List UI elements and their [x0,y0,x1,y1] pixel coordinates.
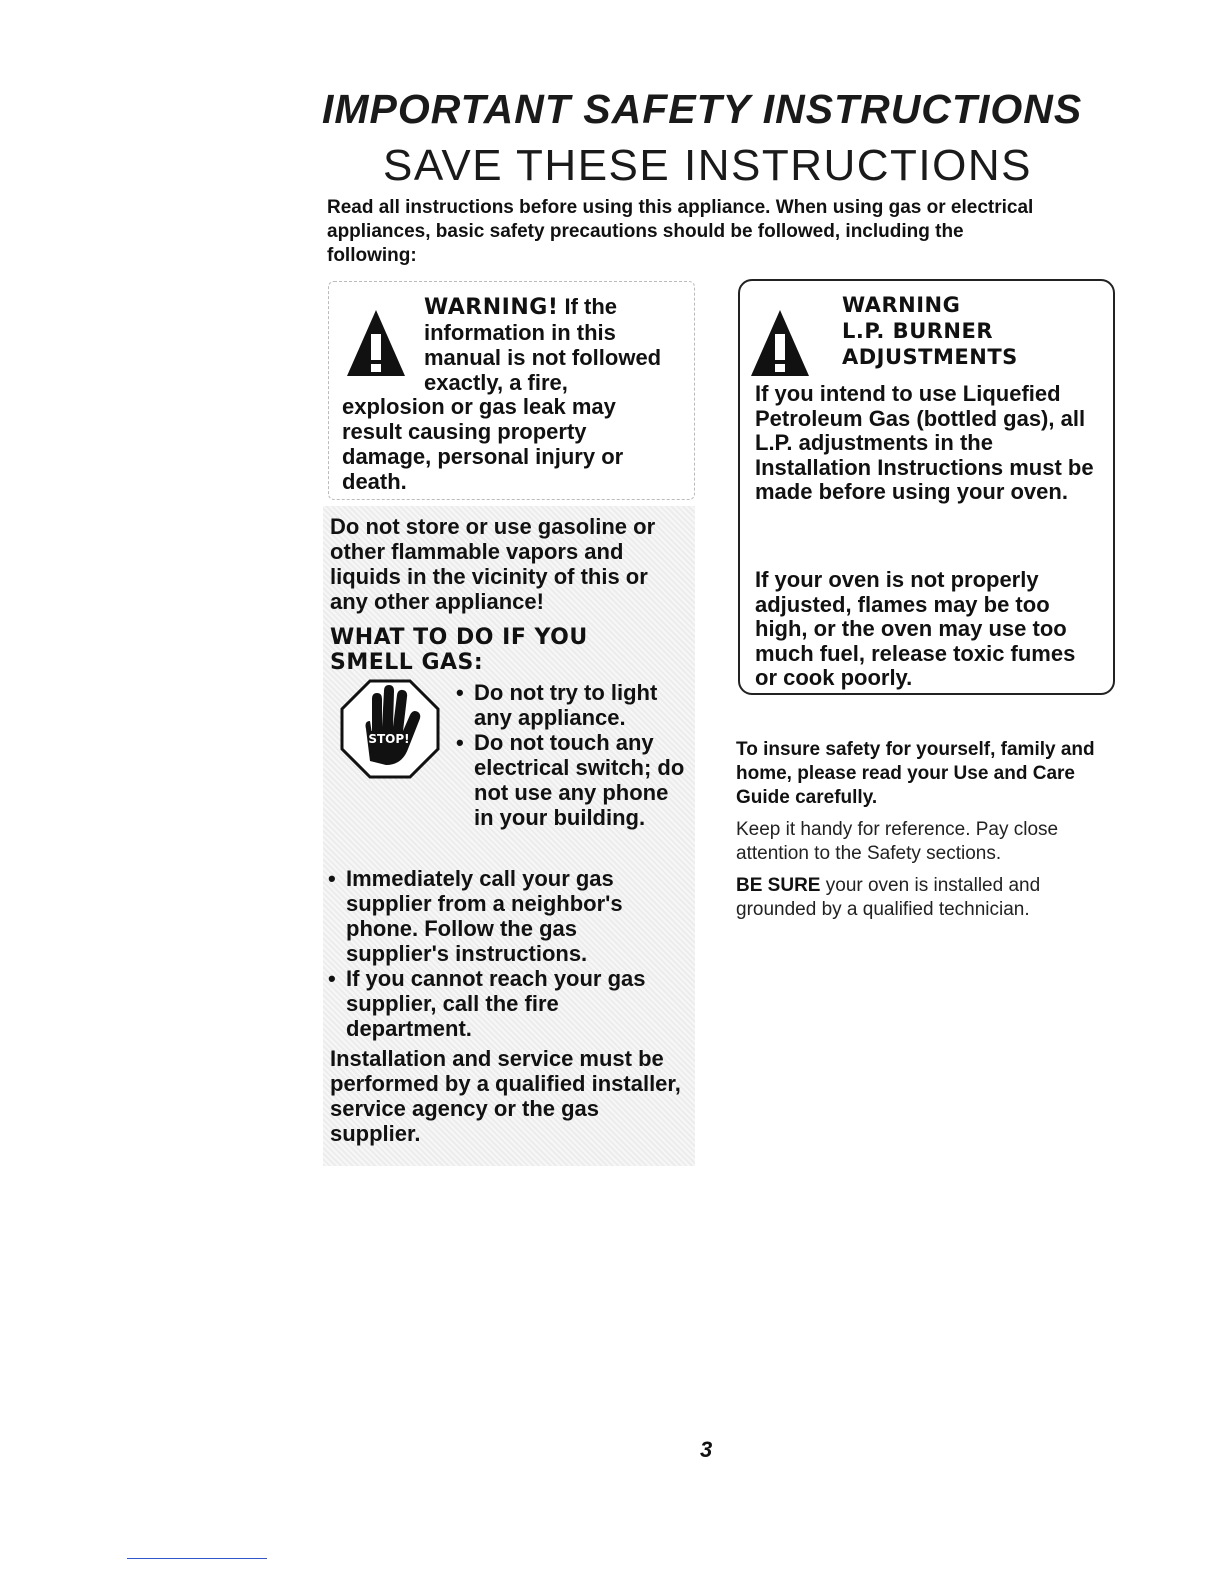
lp-heading-burner: L.P. BURNER [842,319,994,343]
insure-safety-text: To insure safety for yourself, family and home, please read your Use and Care Guide carefully. [736,739,1095,808]
be-sure-rest: your oven is installed and grounded by a qualified technician. [736,875,1041,920]
page-number: 3 [700,1437,713,1462]
warning-triangle-icon [345,308,407,378]
bullet-call-fire-dept: • If you cannot reach your gas supplier, call the fire department. [328,966,683,1041]
warning-text-bottom: explosion or gas leak may result causing property damage, personal injury or death. [342,394,624,494]
lp-warning-triangle-icon [749,308,811,378]
what-to-do-heading: WHAT TO DO IF YOU SMELL GAS: [330,625,588,675]
warning-text-lead: If the information in this manual is not followed exactly, a fire, [424,294,662,395]
stop-hand-icon [340,679,440,779]
stop-label: STOP! [368,732,410,746]
lp-body-not-adjusted: If your oven is not properly adjusted, flames may be too high, or the oven may use too much fuel, release toxic fumes or cook poorly. [755,567,1076,690]
keep-handy-text: Keep it handy for reference. Pay close attention to the Safety sections. [736,819,1059,864]
save-instructions-heading: SAVE THESE INSTRUCTIONS [383,141,1032,190]
warning-text-top [424,294,684,395]
bullet-dont-light: • Do not try to light any appliance. [456,680,691,730]
lp-heading-warning: WARNING [842,293,961,317]
smell-gas-bullets-bottom [328,866,683,1041]
lp-body-intend: If you intend to use Liquefied Petroleum Gas (bottled gas), all L.P. adjustments in the Installation Instructions must be made before using your oven. [755,381,1094,504]
intro-paragraph: Read all instructions before using this appliance. When using gas or electrical appliances, basic safety precautions should be followed, including the following: [327,197,1034,266]
lp-warning-heading [842,292,1092,370]
dont-store-gasoline: Do not store or use gasoline or other flammable vapors and liquids in the vicinity of this or any other appliance! [330,514,656,614]
be-sure-text [736,874,1116,922]
footer-rule [127,1558,267,1559]
smell-gas-bullets-top [456,680,691,830]
warning-label: WARNING! [424,295,559,320]
lp-heading-adjustments: ADJUSTMENTS [842,345,1018,369]
page-title-italic: IMPORTANT SAFETY INSTRUCTIONS [322,86,1083,132]
be-sure-label: BE SURE [736,875,821,896]
bullet-dont-touch-switch: • Do not touch any electrical switch; do not use any phone in your building. [456,730,691,830]
bullet-call-supplier: • Immediately call your gas supplier from a neighbor's phone. Follow the gas supplier's instructions. [328,866,683,966]
installation-notice: Installation and service must be performed by a qualified installer, service agency or the gas supplier. [330,1046,681,1146]
